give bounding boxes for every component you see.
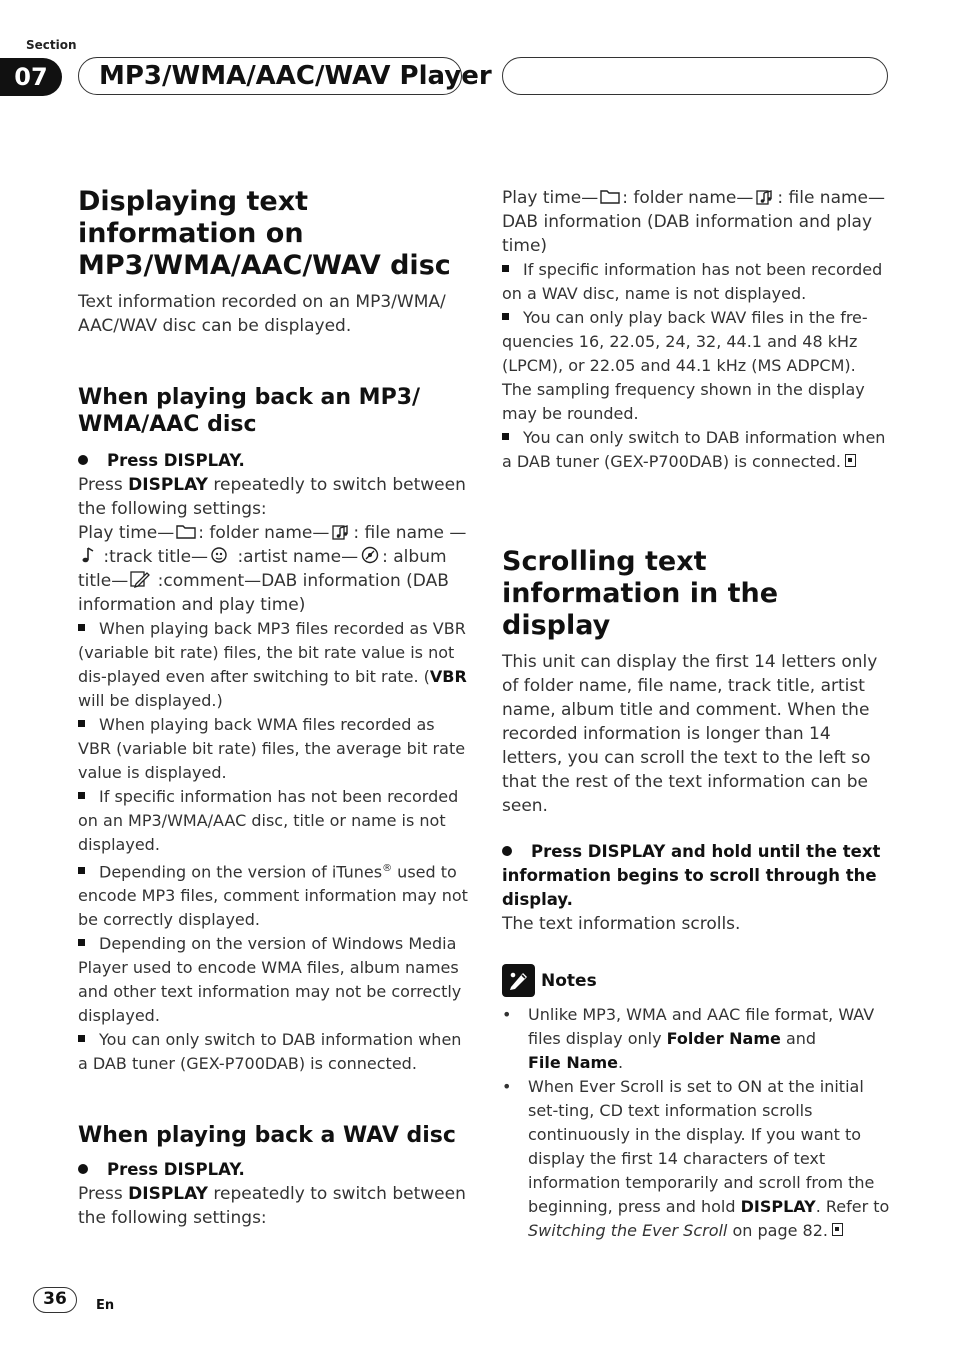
left-column [78,186,468,1230]
square-bullet [78,867,85,874]
comment-icon [130,570,150,588]
folder-icon [176,523,196,539]
section-label: Section [26,38,77,52]
heading-wav-disc: When playing back a WAV disc [78,1123,456,1149]
section-number: 07 [0,58,62,96]
bullet-itunes: Depending on the version of iTunes® used to encode MP3 files, comment information may not be correctly displayed. [78,862,468,930]
bullet-dab-right: You can only switch to DAB information when a DAB tuner (GEX-P700DAB) is connected. [502,428,886,471]
square-bullet [78,624,85,631]
file-music-icon [755,187,775,205]
press-display-instruction: Press DISPLAY repeatedly to switch between the following settings: [78,475,466,519]
square-bullet [502,313,509,320]
header-right-pill [502,57,888,95]
music-note-icon [80,546,96,564]
heading-mp3-wma-aac: When playing back an MP3/ WMA/AAC disc [78,385,421,437]
heading-displaying-text: Displaying text information on MP3/WMA/AAC/WAV disc [78,186,451,281]
step-press-display-wav: Press DISPLAY. [78,1158,468,1182]
bullet-dot [78,455,88,465]
bullet-windows-media: Depending on the version of Windows Media Player used to encode WMA files, album names and other text information may not be correctly displayed. [78,934,462,1026]
right-column [502,186,890,1243]
pencil-icon [502,964,535,997]
step-press-hold-display: Press DISPLAY and hold until the text information begins to scroll through the display. [502,842,881,909]
end-mark-icon [845,454,856,467]
press-display-instruction-wav: Press DISPLAY repeatedly to switch between the following settings: [78,1184,466,1229]
note-wav-display: • Unlike MP3, WMA and AAC file format, WAV files display only Folder Name and File Name. [502,1005,875,1072]
folder-icon [600,188,620,204]
artist-icon [210,546,230,564]
bullet-dot [78,1164,88,1174]
language-code: En [96,1298,115,1313]
square-bullet [502,265,509,272]
intro-text: Text information recorded on an MP3/WMA/ AAC/WAV disc can be displayed. [78,292,446,336]
heading-scrolling-text: Scrolling text information in the display [502,546,779,641]
square-bullet [78,792,85,799]
display-sequence-wav: Play time— : folder name— : file name—DAB information (DAB information and play time) [502,188,886,256]
square-bullet [78,1035,85,1042]
chapter-title: MP3/WMA/AAC/WAV Player [78,57,462,95]
file-music-icon [331,522,351,540]
album-disc-icon [360,546,380,564]
square-bullet [78,720,85,727]
display-sequence-mp3: Play time— : folder name— : file name — :track title— :artist name— : album title— :comment—DAB information (DAB information and play time) [78,523,467,615]
step-result: The text information scrolls. [502,914,741,934]
bullet-vbr-mp3: When playing back MP3 files recorded as VBR (variable bit rate) files, the bit rate value is not dis-played even after switching to bit rate. (VBR will be displayed.) [78,619,467,710]
end-mark-icon [832,1223,843,1236]
page-number: 36 [33,1287,77,1313]
square-bullet [78,939,85,946]
bullet-not-recorded: If specific information has not been recorded on an MP3/WMA/AAC disc, title or name is not displayed. [78,787,459,854]
bullet-wav-not-recorded: If specific information has not been recorded on a WAV disc, name is not displayed. [502,260,883,303]
step-press-display: Press DISPLAY. [78,449,468,473]
bullet-wav-frequencies: You can only play back WAV files in the fre-quencies 16, 22.05, 24, 32, 44.1 and 48 kHz (LPCM), or 22.05 and 44.1 kHz (MS ADPCM). The sampling frequency shown in the display may be rounded. [502,308,868,423]
note-ever-scroll: • When Ever Scroll is set to ON at the initial set-ting, CD text information scrolls continuously in the display. If you want to display the first 14 characters of text information temporarily and scroll from the beginning, press and hold DISPLAY. Refer to Switching the Ever Scroll on page 82. [502,1077,890,1240]
square-bullet [502,433,509,440]
bullet-dab-left: You can only switch to DAB information when a DAB tuner (GEX-P700DAB) is connected. [78,1030,462,1074]
bullet-dot [502,846,512,856]
bullet-vbr-wma: When playing back WMA files recorded as VBR (variable bit rate) files, the average bit rate value is displayed. [78,715,466,782]
scroll-intro: This unit can display the first 14 letters only of folder name, file name, track title, artist name, album title and comment. When the recorded information is longer than 14 letters, you can scroll the text to the left so that the rest of the text information can be seen. [502,652,878,816]
notes-header: Notes [502,964,890,997]
